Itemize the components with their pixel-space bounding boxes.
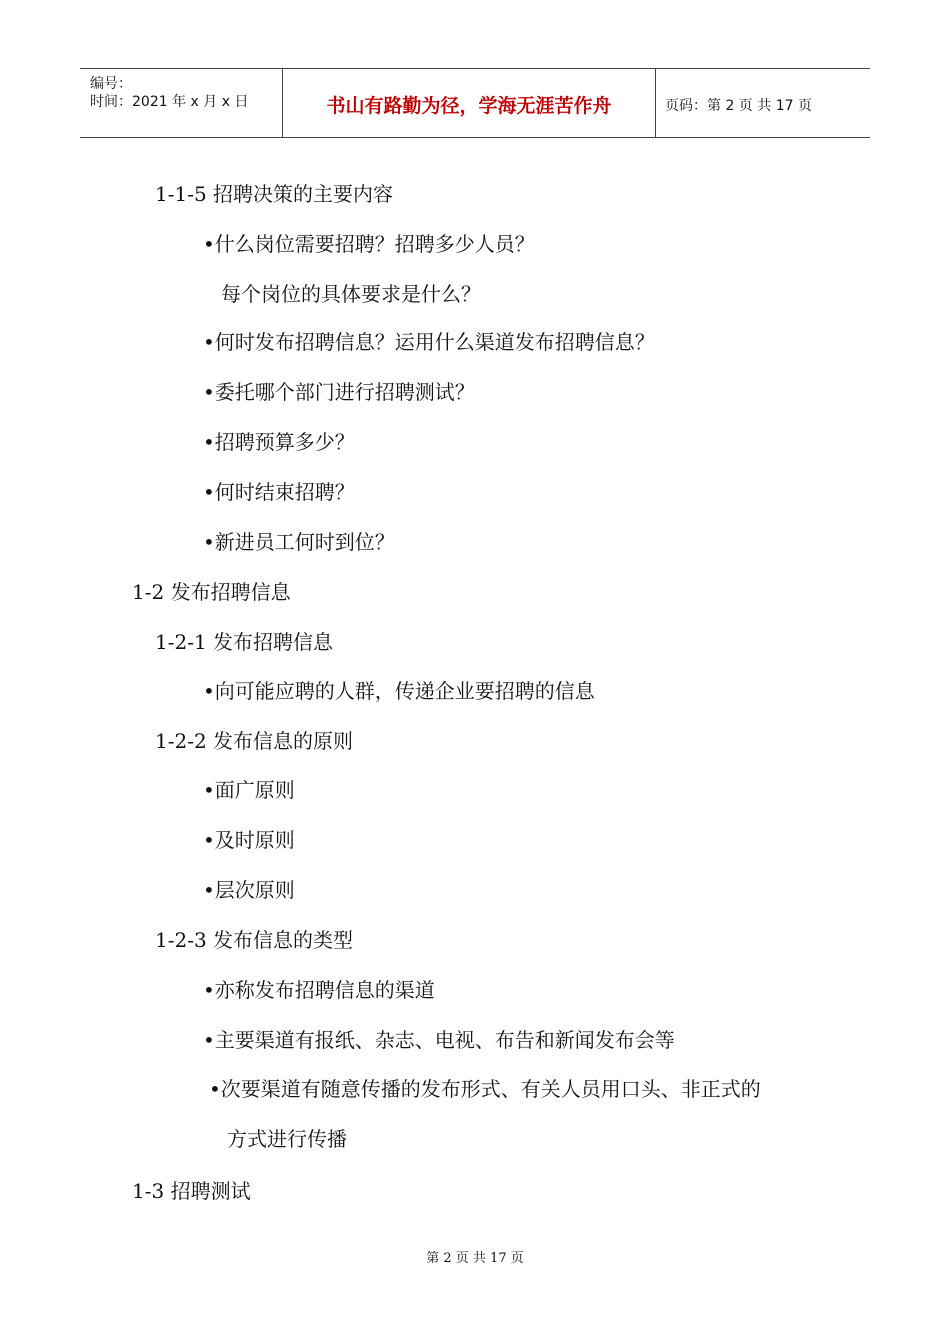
motto-text: 书山有路勤为径，学海无涯苦作舟 bbox=[326, 95, 612, 117]
header-page-number: 页码：第 2 页 共 17 页 bbox=[665, 98, 812, 114]
bullet-item: •委托哪个部门进行招聘测试？ bbox=[203, 380, 475, 404]
bullet-item: •向可能应聘的人群，传递企业要招聘的信息 bbox=[203, 679, 595, 703]
subsection-heading: 1-2-2 发布信息的原则 bbox=[155, 729, 354, 753]
bullet-item: •次要渠道有随意传播的发布形式、有关人员用口头、非正式的 bbox=[209, 1077, 761, 1101]
bullet-item: •亦称发布招聘信息的渠道 bbox=[203, 978, 435, 1002]
bullet-item: •及时原则 bbox=[203, 828, 295, 852]
bullet-continuation: 方式进行传播 bbox=[227, 1127, 347, 1151]
page-footer: 第 2 页 共 17 页 bbox=[426, 1251, 524, 1266]
section-heading: 1-1-5 招聘决策的主要内容 bbox=[155, 182, 394, 206]
bullet-item: •什么岗位需要招聘？招聘多少人员？ bbox=[203, 232, 535, 256]
document-time-label: 时间：2021 年 x 月 x 日 bbox=[90, 94, 249, 110]
bullet-item: •何时结束招聘？ bbox=[203, 480, 355, 504]
bullet-item: •招聘预算多少？ bbox=[203, 430, 355, 454]
header-motto-cell bbox=[282, 69, 656, 137]
page-header bbox=[80, 68, 870, 138]
bullet-item: •何时发布招聘信息？运用什么渠道发布招聘信息？ bbox=[203, 330, 655, 354]
bullet-item: •层次原则 bbox=[203, 878, 295, 902]
bullet-continuation: 每个岗位的具体要求是什么？ bbox=[221, 282, 481, 306]
bullet-item: •面广原则 bbox=[203, 778, 295, 802]
document-number-label: 编号： bbox=[90, 76, 132, 92]
subsection-heading: 1-2-1 发布招聘信息 bbox=[155, 630, 334, 654]
section-heading: 1-3 招聘测试 bbox=[132, 1179, 251, 1203]
bullet-item: •新进员工何时到位？ bbox=[203, 530, 395, 554]
header-info-cell bbox=[80, 69, 282, 137]
section-heading: 1-2 发布招聘信息 bbox=[132, 580, 291, 604]
subsection-heading: 1-2-3 发布信息的类型 bbox=[155, 928, 354, 952]
bullet-item: •主要渠道有报纸、杂志、电视、布告和新闻发布会等 bbox=[203, 1028, 675, 1052]
header-page-cell bbox=[655, 69, 870, 137]
